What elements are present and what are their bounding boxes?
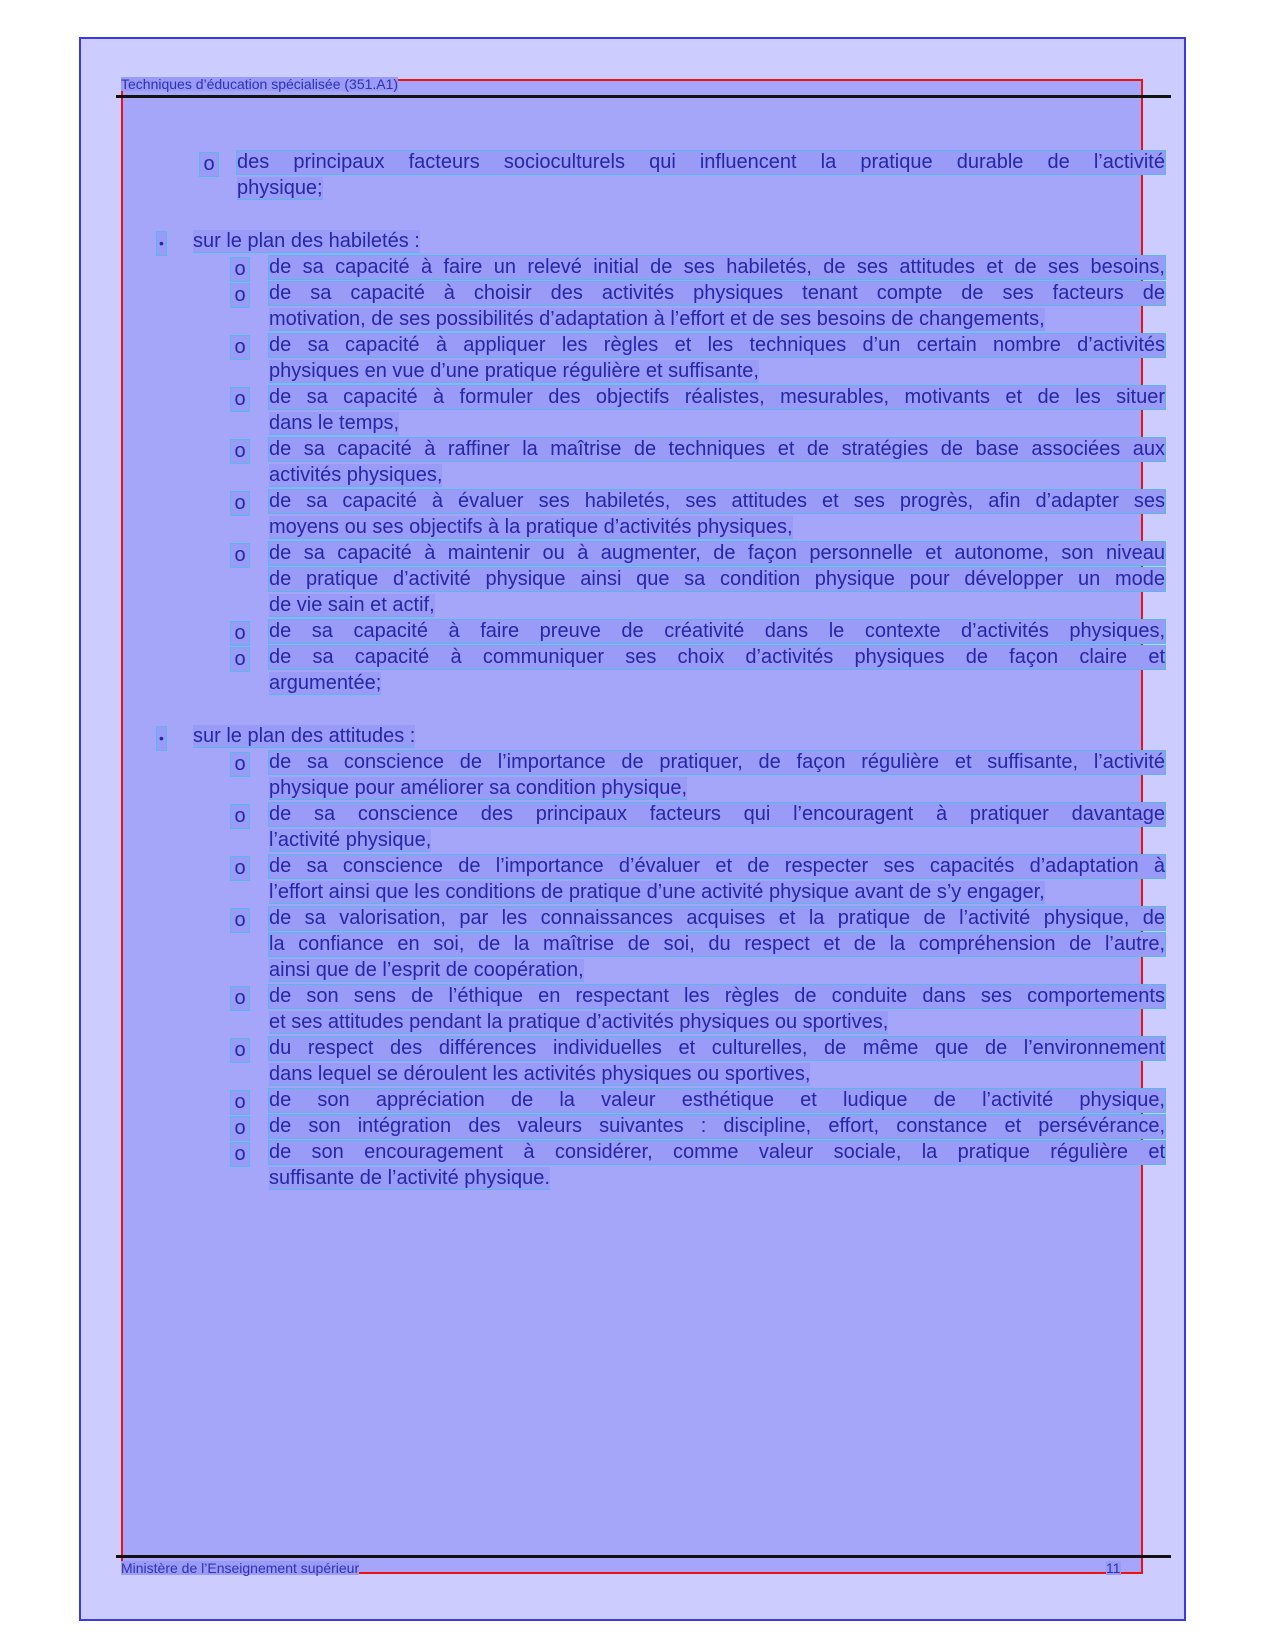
list-item-line: dans lequel se déroulent les activités physiques ou sportives, (269, 1063, 811, 1085)
running-header: Techniques d’éducation spécialisée (351.A1) (121, 76, 399, 92)
section-bullet: • (157, 232, 166, 255)
page-number: 11 (1106, 1560, 1121, 1576)
list-item-line: physique; (237, 177, 323, 199)
list-item-marker: o (231, 909, 249, 932)
list-item-line: du respect des différences individuelles et culturelles, de même que de l’environnement (269, 1037, 1165, 1059)
list-item-line: et ses attitudes pendant la pratique d’activités physiques ou sportives, (269, 1011, 889, 1033)
list-item-line: de son sens de l’éthique en respectant les règles de conduite dans ses comportements (269, 985, 1165, 1007)
list-item-line: de vie sain et actif, (269, 594, 435, 616)
list-item-line: suffisante de l’activité physique. (269, 1167, 550, 1189)
list-item-line: de sa conscience des principaux facteurs qui l’encouragent à pratiquer davantage (269, 803, 1165, 825)
list-item-line: l’effort ainsi que les conditions de pratique d’une activité physique avant de s’y engager, (269, 881, 1045, 903)
list-item-line: l’activité physique, (269, 829, 432, 851)
list-item-marker: o (231, 753, 249, 776)
section-bullet: • (157, 727, 166, 750)
list-item-marker: o (200, 153, 218, 176)
list-item-marker: o (231, 1039, 249, 1062)
section-heading: sur le plan des attitudes : (193, 725, 416, 747)
list-item-line: de sa capacité à communiquer ses choix d’activités physiques de façon claire et (269, 646, 1165, 668)
list-item-marker: o (231, 284, 249, 307)
list-item-marker: o (231, 258, 249, 281)
list-item-marker: o (231, 1143, 249, 1166)
list-item-line: de sa capacité à choisir des activités physiques tenant compte de ses facteurs de (269, 282, 1165, 304)
list-item-marker: o (231, 1117, 249, 1140)
header-rule (116, 95, 1171, 98)
list-item-marker: o (231, 440, 249, 463)
list-item-line: ainsi que de l’esprit de coopération, (269, 959, 584, 981)
list-item-line: de sa conscience de l’importance d’évaluer et de respecter ses capacités d’adaptation à (269, 855, 1165, 877)
list-item-line: physique pour améliorer sa condition physique, (269, 777, 688, 799)
list-item-line: activités physiques, (269, 464, 443, 486)
list-item-line: de sa capacité à évaluer ses habiletés, ses attitudes et ses progrès, afin d’adapter ses (269, 490, 1165, 512)
list-item-marker: o (231, 388, 249, 411)
list-item-line: de son appréciation de la valeur esthétique et ludique de l’activité physique, (269, 1089, 1165, 1111)
list-item-marker: o (231, 492, 249, 515)
list-item-line: de pratique d’activité physique ainsi que sa condition physique pour développer un mode (269, 568, 1165, 590)
list-item-marker: o (231, 622, 249, 645)
list-item-line: de son intégration des valeurs suivantes : discipline, effort, constance et persévérance, (269, 1115, 1165, 1137)
list-item-line: motivation, de ses possibilités d’adaptation à l’effort et de ses besoins de changements, (269, 308, 1045, 330)
list-item-line: de son encouragement à considérer, comme valeur sociale, la pratique régulière et (269, 1141, 1165, 1163)
list-item-marker: o (231, 857, 249, 880)
list-item-line: de sa capacité à maintenir ou à augmenter, de façon personnelle et autonome, son niveau (269, 542, 1165, 564)
list-item-line: la confiance en soi, de la maîtrise de soi, du respect et de la compréhension de l’autre, (269, 933, 1165, 955)
list-item-line: de sa capacité à raffiner la maîtrise de techniques et de stratégies de base associées aux (269, 438, 1165, 460)
footer-rule (116, 1555, 1171, 1558)
list-item-marker: o (231, 544, 249, 567)
list-item-line: des principaux facteurs socioculturels qui influencent la pratique durable de l’activité (237, 151, 1165, 173)
running-footer: Ministère de l’Enseignement supérieur (121, 1560, 360, 1576)
list-item-line: physiques en vue d’une pratique régulière et suffisante, (269, 360, 759, 382)
list-item-line: de sa conscience de l’importance de pratiquer, de façon régulière et suffisante, l’activité (269, 751, 1165, 773)
list-item-line: moyens ou ses objectifs à la pratique d’activités physiques, (269, 516, 793, 538)
list-item-line: de sa capacité à appliquer les règles et les techniques d’un certain nombre d’activités (269, 334, 1165, 356)
list-item-line: dans le temps, (269, 412, 400, 434)
list-item-marker: o (231, 805, 249, 828)
section-heading: sur le plan des habiletés : (193, 230, 420, 252)
list-item-line: argumentée; (269, 672, 382, 694)
list-item-marker: o (231, 336, 249, 359)
list-item-marker: o (231, 648, 249, 671)
list-item-line: de sa capacité à formuler des objectifs réalistes, mesurables, motivants et de les situer (269, 386, 1165, 408)
list-item-line: de sa valorisation, par les connaissances acquises et la pratique de l’activité physique, de (269, 907, 1165, 929)
list-item-marker: o (231, 1091, 249, 1114)
list-item-marker: o (231, 987, 249, 1010)
list-item-line: de sa capacité à faire un relevé initial de ses habiletés, de ses attitudes et de ses besoins, (269, 256, 1165, 278)
list-item-line: de sa capacité à faire preuve de créativité dans le contexte d’activités physiques, (269, 620, 1165, 642)
